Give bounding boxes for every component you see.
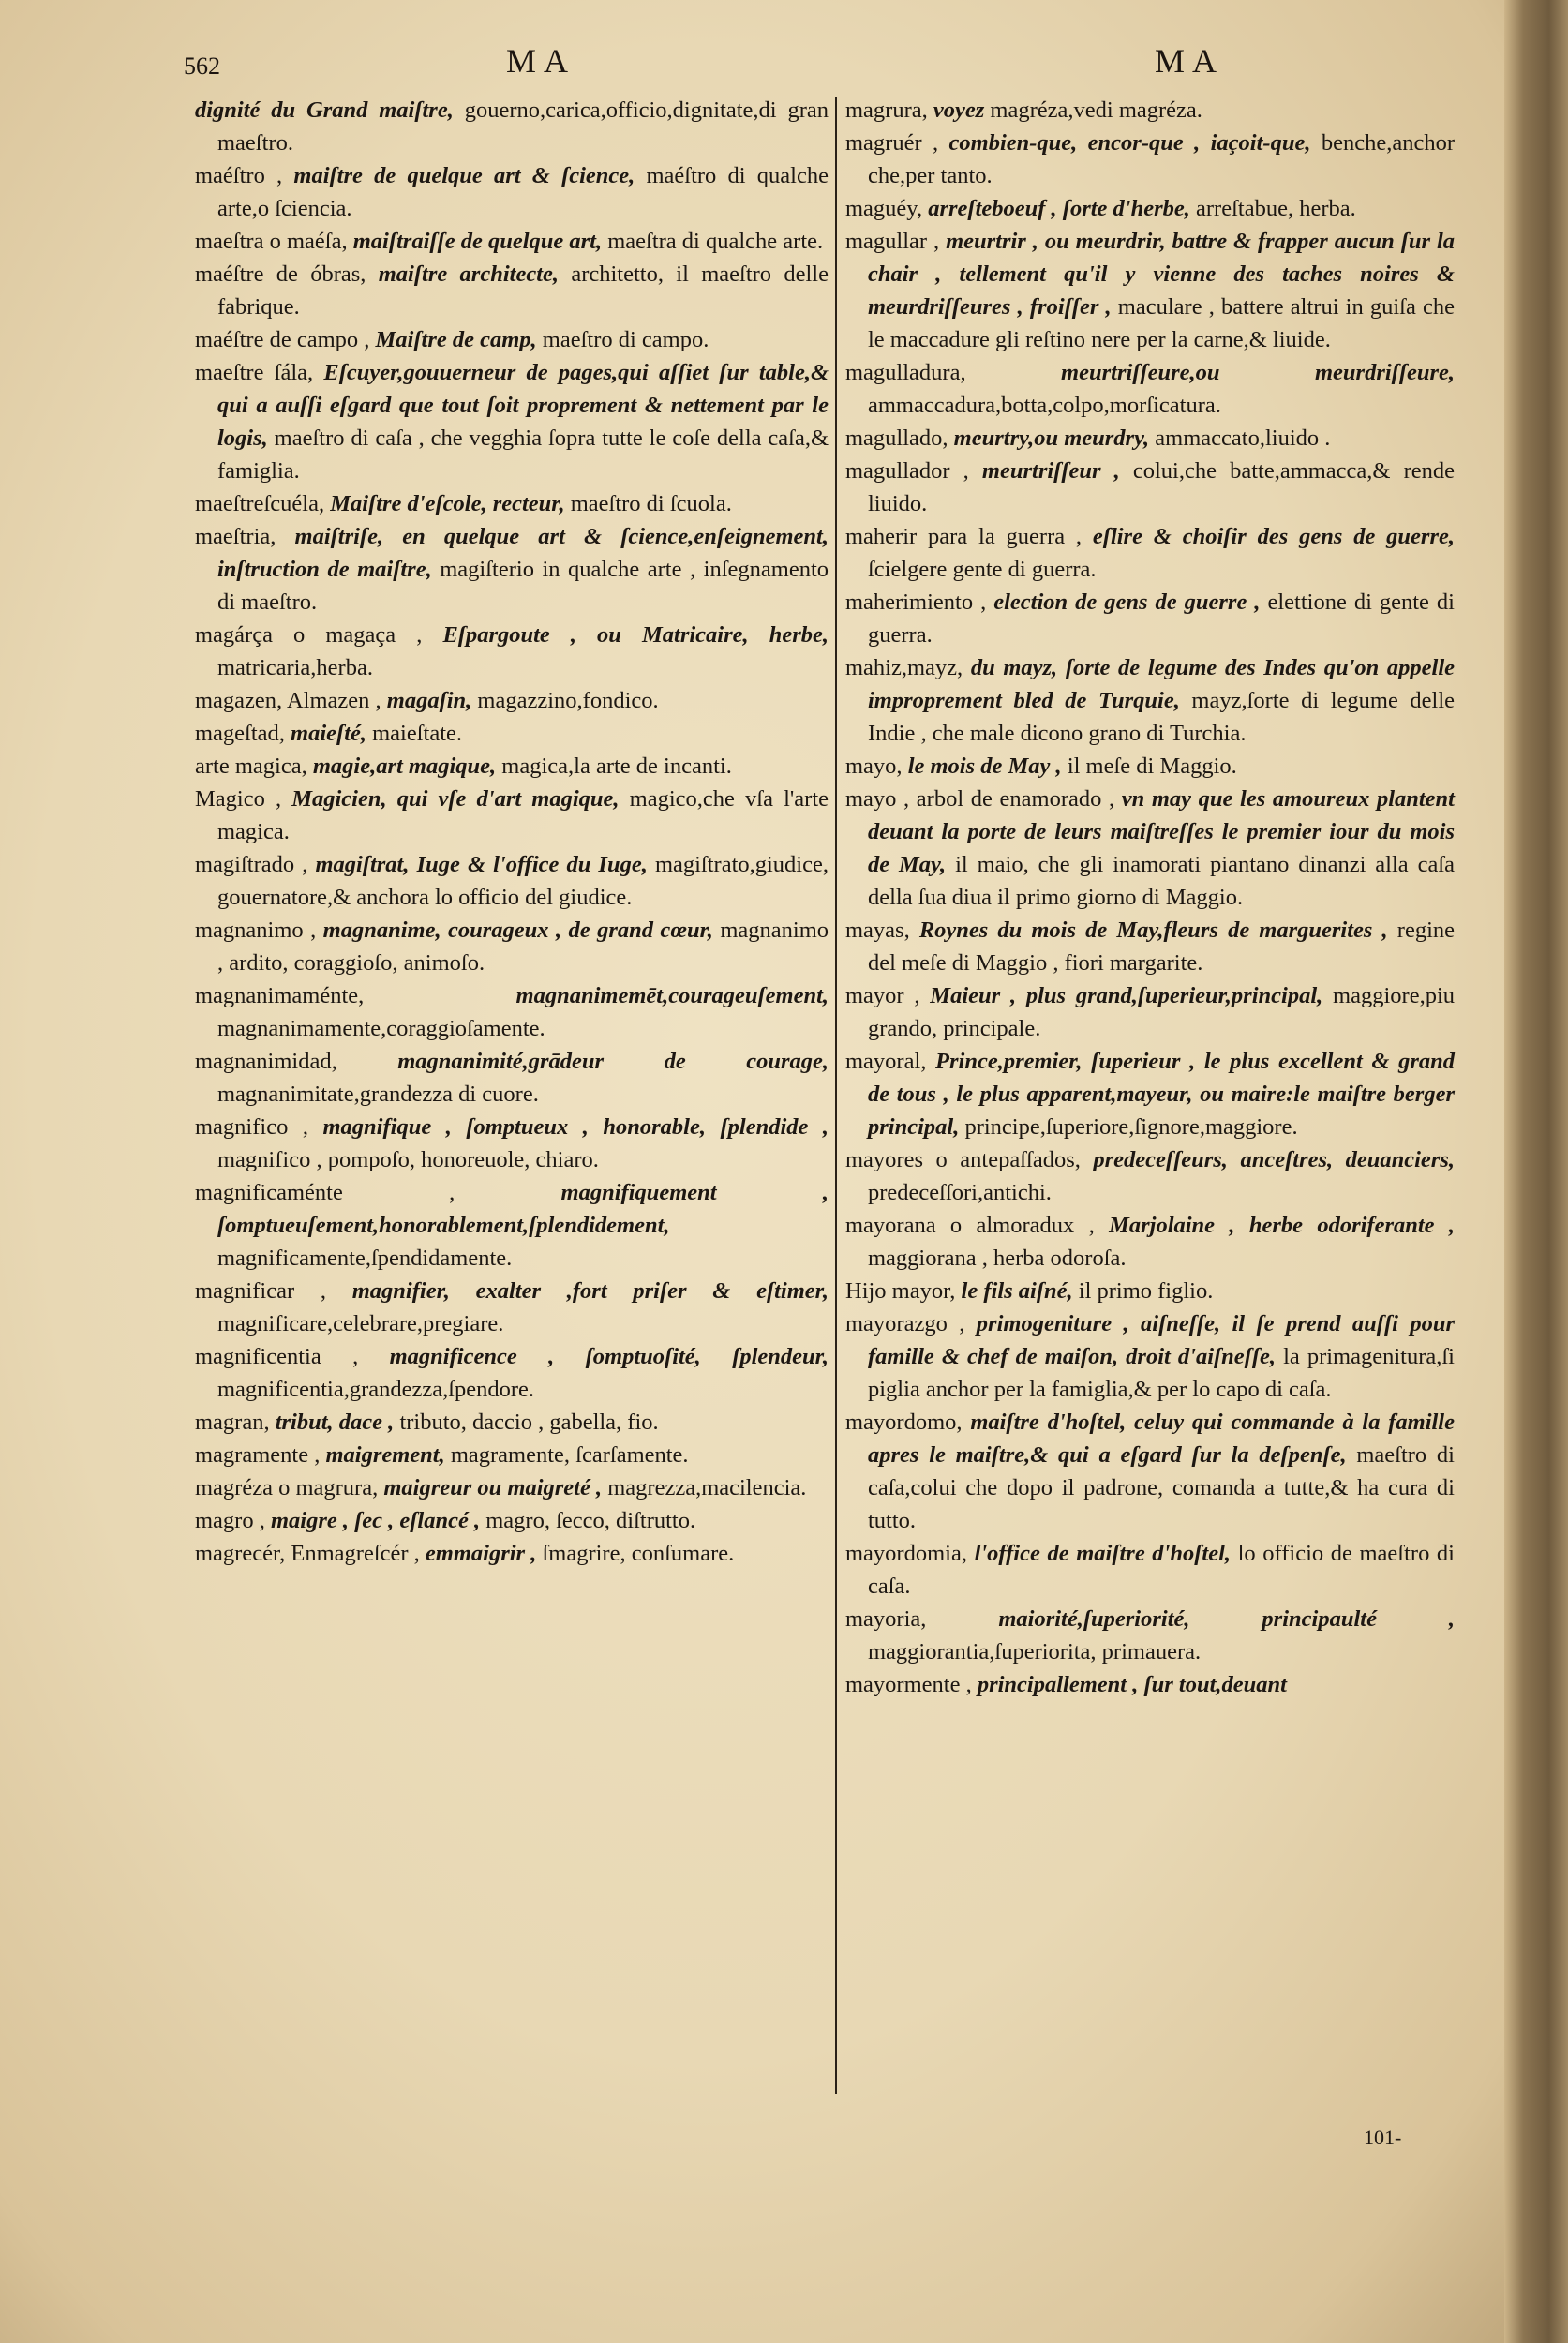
headword: magrecér, Enmagreſcér , [195, 1541, 426, 1566]
headword: Hijo mayor, [845, 1278, 962, 1304]
headword: magiſtrado , [195, 852, 316, 877]
headword: mayoral, [845, 1049, 936, 1074]
dictionary-entry [845, 225, 1455, 356]
dictionary-entry [195, 750, 829, 783]
headword: mageſtad, [195, 721, 291, 746]
italian-gloss: architetto, il maeſtro delle fabrique. [217, 261, 829, 320]
french-gloss: magnifique , ſomptueux , honorable, ſplendide , [322, 1114, 829, 1140]
dictionary-entry [195, 487, 829, 520]
book-edge [1504, 0, 1568, 2343]
italian-gloss: maculare , battere altrui in guiſa che le maccadure gli reſtino nere per la carne,& liuide. [868, 294, 1456, 352]
french-gloss: Magicien, qui vſe d'art magique, [291, 786, 630, 812]
headword: mayorana o almoradux , [845, 1213, 1110, 1238]
italian-gloss: maeſtro di caſa , che vegghia ſopra tutte le coſe della caſa,& famiglia. [217, 425, 829, 484]
french-gloss: voyez [933, 97, 991, 123]
dictionary-entry [195, 1275, 829, 1340]
italian-gloss: magiſtrato,giudice, gouernatore,& anchora lo officio del giudice. [217, 852, 829, 910]
italian-gloss: lo officio de maeſtro di caſa. [868, 1541, 1455, 1599]
dictionary-entry [845, 1209, 1455, 1275]
italian-gloss: maieſtate. [372, 721, 463, 746]
dictionary-entry [845, 94, 1455, 127]
italian-gloss: elettione di gente di guerra. [868, 589, 1455, 648]
headword: Magico , [195, 786, 292, 812]
dictionary-entry [845, 422, 1455, 455]
italian-gloss: maeſtro di ſcuola. [570, 491, 732, 516]
french-gloss: tribut, dace , [275, 1410, 400, 1435]
italian-gloss: il primo figlio. [1078, 1278, 1214, 1304]
french-gloss: meurtriſſeure,ou meurdriſſeure, [1061, 360, 1456, 385]
italian-gloss: magazzino,fondico. [477, 688, 659, 713]
dictionary-entry [845, 1045, 1455, 1143]
dictionary-entry [195, 848, 829, 914]
french-gloss: magnificence , ſomptuoſité, ſplendeur, [389, 1344, 829, 1369]
headword: magnificentia , [195, 1344, 390, 1369]
french-gloss: magiſtrat, Iuge & l'office du Iuge, [315, 852, 655, 877]
french-gloss: maiſtraiſſe de quelque art, [352, 229, 608, 254]
running-head-right: MA [1155, 42, 1225, 80]
italian-gloss: arreſtabue, herba. [1196, 196, 1356, 221]
italian-gloss: maeſtro di caſa,colui che dopo il padrone, comanda a tutte,& ha cura di tutto. [868, 1442, 1455, 1533]
french-gloss: maiſtre architecte, [378, 261, 572, 287]
dictionary-entry [845, 1275, 1455, 1307]
headword: magullado, [845, 425, 954, 451]
headword: maéſtro , [195, 163, 294, 188]
italian-gloss: magnificamente,ſpendidamente. [217, 1246, 513, 1271]
italian-gloss: principe,ſuperiore,ſignore,maggiore. [964, 1114, 1298, 1140]
dictionary-entry [195, 914, 829, 979]
headword: maeſtra o maéſa, [195, 229, 353, 254]
headword: maherimiento , [845, 589, 994, 615]
italian-gloss: magrezza,macilencia. [607, 1475, 807, 1500]
french-gloss: magie,art magique, [312, 754, 502, 779]
headword: mahiz,mayz, [845, 655, 971, 680]
dictionary-entry [195, 619, 829, 684]
french-gloss: Prince,premier, ſuperieur , le plus excellent & grand de tous , le plus apparent,mayeur, ou maire:le maiſtre berger principal, [868, 1049, 1455, 1140]
dictionary-entry [195, 1439, 829, 1471]
headword: magréza o magrura, [195, 1475, 384, 1500]
dictionary-entry [845, 783, 1455, 914]
italian-gloss: maggiorana , herba odoroſa. [868, 1246, 1127, 1271]
italian-gloss: magnifico , pompoſo, honoreuole, chiaro. [217, 1147, 599, 1172]
french-gloss: Marjolaine , herbe odoriferante , [1109, 1213, 1455, 1238]
italian-gloss: magnanimamente,coraggioſamente. [217, 1016, 545, 1041]
french-gloss: maiorité,ſuperiorité, principaulté , [998, 1606, 1456, 1632]
italian-gloss: maéſtro di qualche arte,o ſciencia. [217, 163, 829, 221]
headword: mayoria, [845, 1606, 999, 1632]
column-rule [835, 97, 837, 2094]
italian-gloss: il meſe di Maggio. [1067, 754, 1237, 779]
left-column [195, 94, 829, 1570]
dictionary-entry [195, 356, 829, 487]
italian-gloss: maggiorantia,ſuperiorita, primauera. [868, 1639, 1202, 1664]
french-gloss: l'office de maiſtre d'hoſtel, [974, 1541, 1238, 1566]
dictionary-entry [195, 783, 829, 848]
italian-gloss: ſmagrire, conſumare. [542, 1541, 735, 1566]
italian-gloss: magramente, ſcarſamente. [450, 1442, 689, 1468]
french-gloss: meurtrir , ou meurdrir, battre & frapper aucun ſur la chair , tellement qu'il y vienne des taches noires & meurdriſſeures , froiſſer , [868, 229, 1455, 320]
headword: maeſtreſcuéla, [195, 491, 331, 516]
headword: magulladura, [845, 360, 1062, 385]
french-gloss: Maiſtre d'eſcole, recteur, [330, 491, 571, 516]
french-gloss: Eſpargoute , ou Matricaire, herbe, [442, 622, 829, 648]
italian-gloss: matricaria,herba. [217, 655, 373, 680]
italian-gloss: gouerno,carica,officio,dignitate,di gran maeſtro. [217, 97, 829, 156]
dictionary-entry [845, 356, 1455, 422]
french-gloss: maigre , ſec , eſlancé , [270, 1508, 486, 1533]
french-gloss: magnanime, courageux , de grand cœur, [322, 918, 721, 943]
headword: mayordomia, [845, 1541, 975, 1566]
dictionary-entry [845, 1143, 1455, 1209]
french-gloss: principallement , ſur tout,deuant [977, 1672, 1287, 1697]
french-gloss: maiſtriſe, en quelque art & ſcience,enſeignement, inſtruction de maiſtre, [217, 524, 829, 582]
french-gloss: magnanimemēt,courageuſement, [515, 983, 829, 1008]
page-number: 562 [184, 52, 220, 80]
dictionary-entry [845, 1537, 1455, 1603]
dictionary-entry [845, 520, 1455, 586]
french-gloss: emmaigrir , [425, 1541, 543, 1566]
french-gloss: Roynes du mois de May,fleurs de marguerites , [918, 918, 1397, 943]
headword: maherir para la guerra , [845, 524, 1093, 549]
headword: magazen, Almazen , [195, 688, 387, 713]
italian-gloss: magico,che vſa l'arte magica. [217, 786, 829, 844]
italian-gloss: predeceſſori,antichi. [868, 1180, 1052, 1205]
headword: magullar , [845, 229, 947, 254]
dictionary-entry [195, 1340, 829, 1406]
dictionary-entry [195, 1406, 829, 1439]
dictionary-entry [845, 455, 1455, 520]
dictionary-entry [845, 586, 1455, 651]
headword: magnificaménte , [195, 1180, 561, 1205]
italian-gloss: magiſterio in qualche arte , inſegnamento di maeſtro. [217, 557, 829, 615]
italian-gloss: mayz,ſorte di legume delle Indie , che male dicono grano di Turchia. [868, 688, 1456, 746]
dictionary-entry [195, 1176, 829, 1275]
french-gloss: predeceſſeurs, anceſtres, deuanciers, [1093, 1147, 1456, 1172]
french-gloss: Eſcuyer,gouuerneur de pages,qui aſſiet ſur table,& qui a auſſi eſgard que tout ſoit proprement & nettement par le logis, [217, 360, 829, 451]
headword: magárça o magaça , [195, 622, 443, 648]
french-gloss: magnifier, exalter ,fort priſer & eſtimer, [351, 1278, 829, 1304]
headword: mayo, [845, 754, 908, 779]
french-gloss: arreſteboeuf , ſorte d'herbe, [928, 196, 1197, 221]
italian-gloss: il maio, che gli inamorati piantano dinanzi alla caſa della ſua diua il primo giorno di Maggio. [868, 852, 1456, 910]
italian-gloss: maeſtra di qualche arte. [607, 229, 824, 254]
dictionary-entry [845, 192, 1455, 225]
french-gloss: dignité du Grand maiſtre, [195, 97, 465, 123]
dictionary-entry [195, 94, 829, 159]
headword: magnifico , [195, 1114, 323, 1140]
headword: mayordomo, [845, 1410, 971, 1435]
right-column [845, 94, 1455, 1701]
italian-gloss: maggiore,piu grando, principale. [868, 983, 1455, 1041]
headword: maéſtre de óbras, [195, 261, 379, 287]
dictionary-entry [195, 979, 829, 1045]
headword: mayor , [845, 983, 931, 1008]
headword: arte magica, [195, 754, 313, 779]
dictionary-entry [845, 1406, 1455, 1537]
headword: magran, [195, 1410, 276, 1435]
headword: mayo , arbol de enamorado , [845, 786, 1122, 812]
dictionary-entry [845, 127, 1455, 192]
italian-gloss: regine del meſe di Maggio , fiori margarite. [868, 918, 1455, 976]
french-gloss: meurtry,ou meurdry, [953, 425, 1156, 451]
italian-gloss: magro, ſecco, diſtrutto. [485, 1508, 696, 1533]
headword: magrura, [845, 97, 933, 123]
italian-gloss: magnanimo , ardito, coraggioſo, animoſo. [217, 918, 829, 976]
italian-gloss: benche,anchor che,per tanto. [868, 130, 1455, 188]
dictionary-entry [845, 1603, 1455, 1668]
dictionary-entry [195, 1504, 829, 1537]
headword: maéſtre de campo , [195, 327, 376, 352]
dictionary-entry [845, 914, 1455, 979]
french-gloss: magnanimité,grādeur de courage, [397, 1049, 829, 1074]
headword: magullador , [845, 458, 982, 484]
french-gloss: magaſin, [386, 688, 478, 713]
italian-gloss: tributo, daccio , gabella, fio. [399, 1410, 659, 1435]
headword: magnanimo , [195, 918, 323, 943]
headword: magnanimaménte, [195, 983, 516, 1008]
catchword: 101- [1364, 2126, 1402, 2149]
headword: magramente , [195, 1442, 326, 1468]
dictionary-entry [195, 717, 829, 750]
italian-gloss: magnanimitate,grandezza di cuore. [217, 1082, 539, 1107]
french-gloss: magnifiquement , ſomptueuſement,honorablement,ſplendidement, [217, 1180, 829, 1238]
headword: maguéy, [845, 196, 929, 221]
french-gloss: Maiſtre de camp, [375, 327, 543, 352]
french-gloss: maigrement, [325, 1442, 451, 1468]
french-gloss: maiſtre d'hoſtel, celuy qui commande à la famille apres le maiſtre,& qui a eſgard ſur la deſpenſe, [868, 1410, 1455, 1468]
french-gloss: election de gens de guerre , [993, 589, 1268, 615]
running-head-left: MA [506, 42, 576, 80]
italian-gloss: ammaccadura,botta,colpo,morſicatura. [868, 393, 1221, 418]
headword: magruér , [845, 130, 949, 156]
dictionary-entry [195, 1471, 829, 1504]
french-gloss: maieſté, [291, 721, 373, 746]
dictionary-entry [845, 651, 1455, 750]
dictionary-entry [195, 684, 829, 717]
french-gloss: du mayz, ſorte de legume des Indes qu'on appelle improprement bled de Turquie, [868, 655, 1455, 713]
italian-gloss: ammaccato,liuido . [1155, 425, 1331, 451]
dictionary-entry [195, 258, 829, 323]
french-gloss: maigreur ou maigreté , [383, 1475, 608, 1500]
dictionary-entry [195, 159, 829, 225]
dictionary-entry [195, 1111, 829, 1176]
dictionary-entry [195, 1045, 829, 1111]
italian-gloss: magnificare,celebrare,pregiare. [217, 1311, 504, 1336]
headword: maeſtria, [195, 524, 295, 549]
headword: mayorazgo , [845, 1311, 977, 1336]
headword: mayores o antepaſſados, [845, 1147, 1094, 1172]
french-gloss: eſlire & choiſir des gens de guerre, [1092, 524, 1455, 549]
french-gloss: vn may que les amoureux plantent deuant la porte de leurs maiſtreſſes le premier iour du mois de May, [868, 786, 1455, 877]
dictionary-entry [195, 323, 829, 356]
dictionary-entry [195, 1537, 829, 1570]
dictionary-entry [845, 979, 1455, 1045]
headword: maeſtre ſála, [195, 360, 324, 385]
headword: magro , [195, 1508, 271, 1533]
headword: magnificar , [195, 1278, 352, 1304]
italian-gloss: magnificentia,grandezza,ſpendore. [217, 1377, 535, 1402]
italian-gloss: ſcielgere gente di guerra. [868, 557, 1097, 582]
headword: magnanimidad, [195, 1049, 398, 1074]
french-gloss: combien-que, encor-que , iaçoit-que, [948, 130, 1322, 156]
dictionary-entry [845, 750, 1455, 783]
french-gloss: Maieur , plus grand,ſuperieur,principal, [930, 983, 1334, 1008]
italian-gloss: la primagenitura,ſi piglia anchor per la famiglia,& per lo capo di caſa. [868, 1344, 1455, 1402]
french-gloss: le mois de May , [907, 754, 1068, 779]
italian-gloss: magréza,vedi magréza. [990, 97, 1202, 123]
italian-gloss: maeſtro di campo. [542, 327, 709, 352]
italian-gloss: colui,che batte,ammacca,& rende liuido. [868, 458, 1455, 516]
dictionary-entry [845, 1307, 1455, 1406]
dictionary-entry [845, 1668, 1455, 1701]
italian-gloss: magica,la arte de incanti. [501, 754, 732, 779]
french-gloss: le fils aiſné, [961, 1278, 1079, 1304]
french-gloss: primogeniture , aiſneſſe, il ſe prend auſſi pour famille & chef de maiſon, droit d'aiſneſſe, [868, 1311, 1455, 1369]
headword: mayormente , [845, 1672, 978, 1697]
headword: mayas, [845, 918, 919, 943]
dictionary-entry [195, 225, 829, 258]
french-gloss: maiſtre de quelque art & ſcience, [293, 163, 647, 188]
french-gloss: meurtriſſeur , [981, 458, 1133, 484]
dictionary-entry [195, 520, 829, 619]
